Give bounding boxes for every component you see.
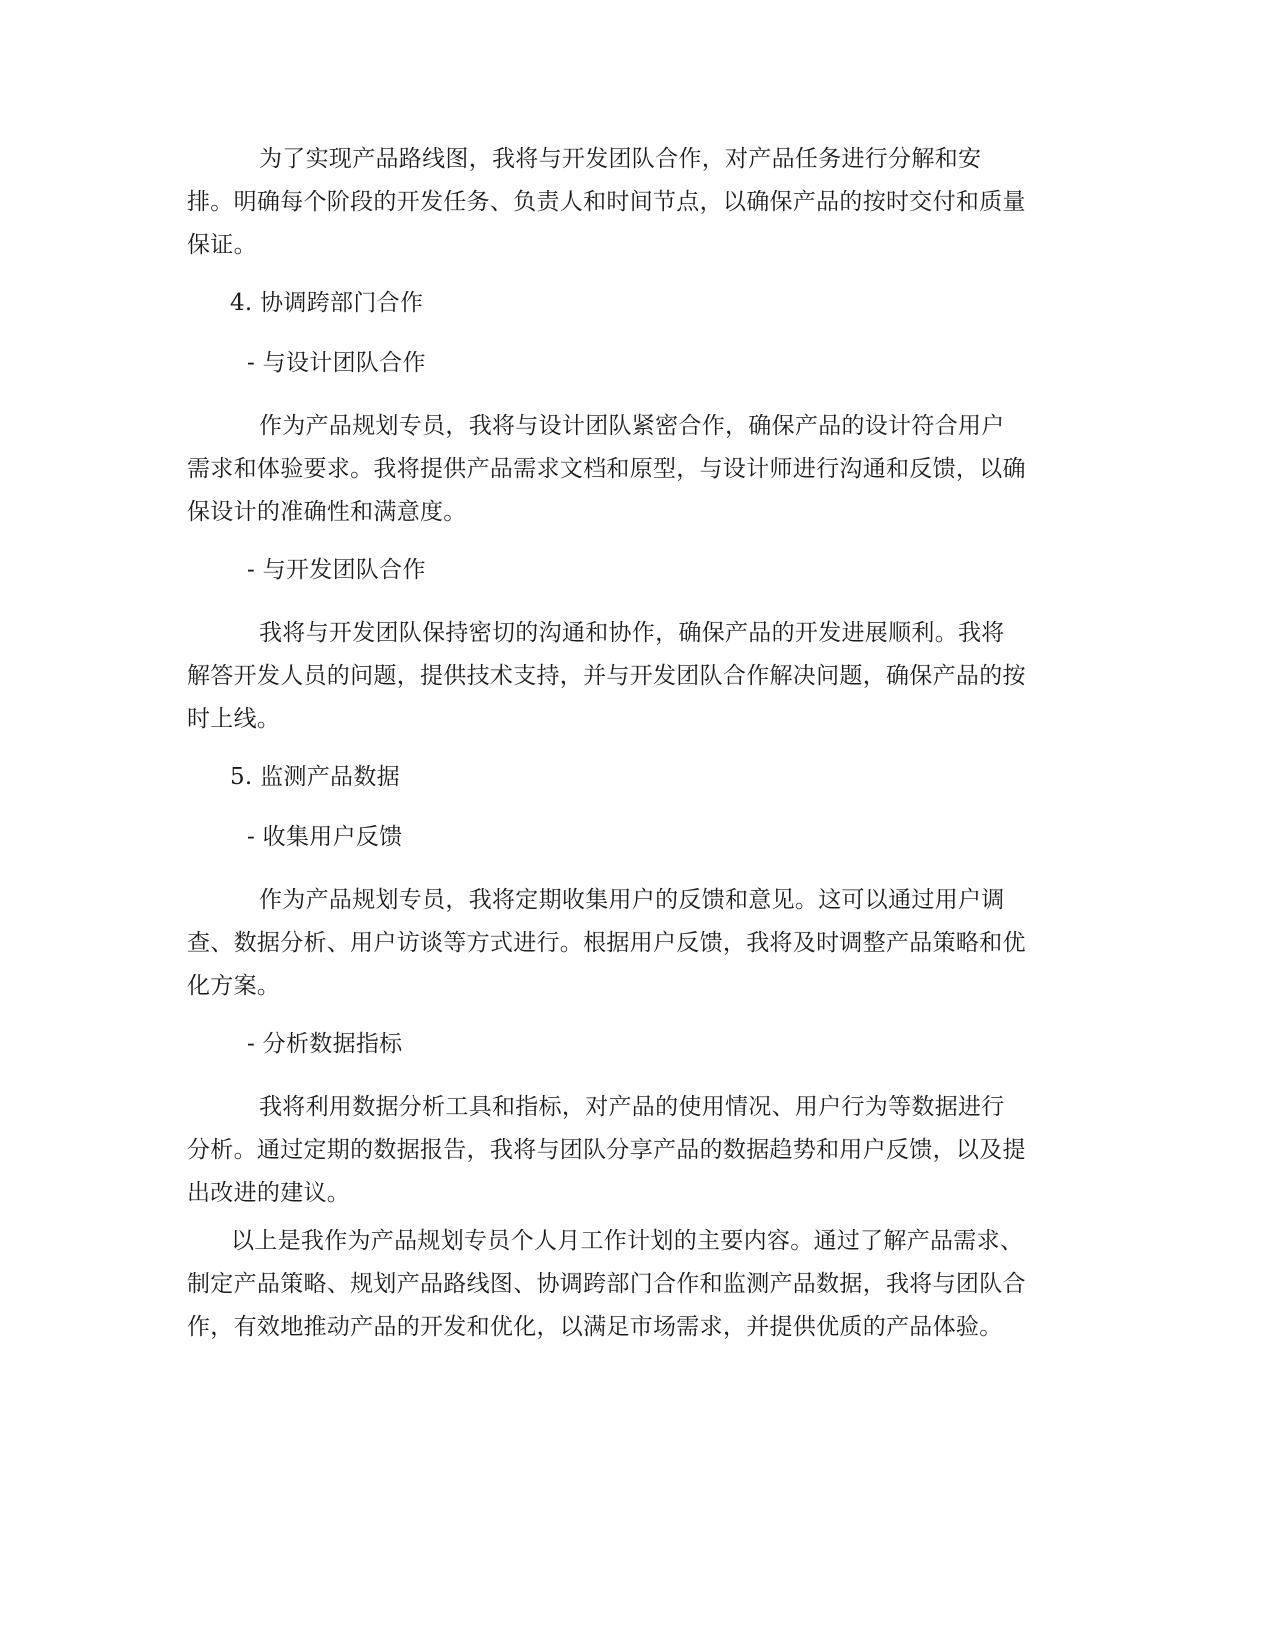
text-line: 制定产品策略、规划产品路线图、协调跨部门合作和监测产品数据，我将与团队合 — [187, 1271, 1026, 1297]
text-line: 以上是我作为产品规划专员个人月工作计划的主要内容。通过了解产品需求、 — [231, 1228, 1024, 1254]
paragraph-summary — [187, 1220, 1082, 1349]
text-line: 分析。通过定期的数据报告，我将与团队分享产品的数据趋势和用户反馈，以及提 — [187, 1137, 1026, 1163]
paragraph-design-collab — [187, 405, 1082, 534]
text-line: 时上线。 — [187, 706, 281, 732]
text-line: 需求和体验要求。我将提供产品需求文档和原型，与设计师进行沟通和反馈，以确 — [187, 456, 1026, 482]
paragraph-data-analysis — [187, 1086, 1082, 1215]
paragraph-dev-collab — [187, 612, 1082, 741]
text-line: 我将利用数据分析工具和指标，对产品的使用情况、用户行为等数据进行 — [259, 1094, 1005, 1120]
text-line: 出改进的建议。 — [187, 1180, 351, 1206]
subheading-data-metrics: - 分析数据指标 — [247, 1031, 403, 1057]
text-line: 保证。 — [187, 232, 257, 258]
text-line: 作，有效地推动产品的开发和优化，以满足市场需求，并提供优质的产品体验。 — [187, 1314, 1003, 1340]
text-line: 作为产品规划专员，我将定期收集用户的反馈和意见。这可以通过用户调 — [259, 887, 1005, 913]
text-line: 作为产品规划专员，我将与设计团队紧密合作，确保产品的设计符合用户 — [259, 413, 1005, 439]
section-heading-5: 5. 监测产品数据 — [230, 764, 400, 790]
text-line: 查、数据分析、用户访谈等方式进行。根据用户反馈，我将及时调整产品策略和优 — [187, 930, 1026, 956]
subheading-dev-team: - 与开发团队合作 — [247, 557, 426, 583]
paragraph-user-feedback — [187, 879, 1082, 1008]
section-heading-4: 4. 协调跨部门合作 — [230, 290, 424, 316]
subheading-design-team: - 与设计团队合作 — [247, 350, 426, 376]
text-line: 我将与开发团队保持密切的沟通和协作，确保产品的开发进展顺利。我将 — [259, 620, 1005, 646]
text-line: 排。明确每个阶段的开发任务、负责人和时间节点，以确保产品的按时交付和质量 — [187, 189, 1026, 215]
subheading-user-feedback: - 收集用户反馈 — [247, 824, 403, 850]
paragraph-roadmap-tasks — [187, 138, 1082, 267]
text-line: 解答开发人员的问题，提供技术支持，并与开发团队合作解决问题，确保产品的按 — [187, 663, 1026, 689]
text-line: 为了实现产品路线图，我将与开发团队合作，对产品任务进行分解和安 — [259, 146, 982, 172]
text-line: 化方案。 — [187, 973, 281, 999]
text-line: 保设计的准确性和满意度。 — [187, 499, 467, 525]
